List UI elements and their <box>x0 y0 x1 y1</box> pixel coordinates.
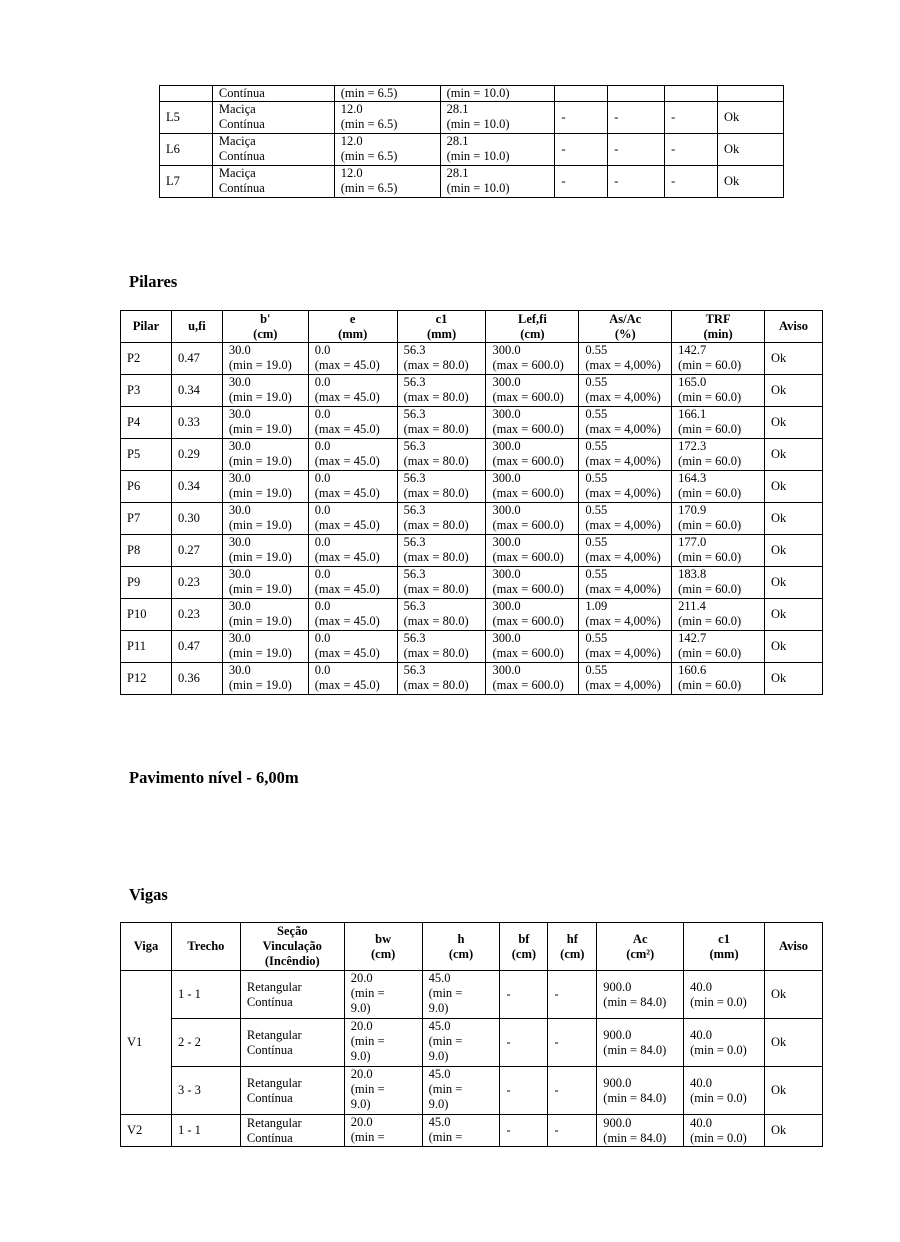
viga-bf: - <box>500 1115 548 1147</box>
table-row <box>121 375 823 407</box>
pilar-c1: 56.3 (max = 80.0) <box>397 343 486 375</box>
viga-bw: 20.0 (min = <box>344 1115 422 1147</box>
pilar-id: P11 <box>121 631 172 663</box>
col-header: Lef,fi (cm) <box>486 311 579 343</box>
laje-c: - <box>665 166 718 198</box>
viga-c1: 40.0 (min = 0.0) <box>684 971 765 1019</box>
laje-id <box>160 86 213 102</box>
table-row <box>121 439 823 471</box>
laje-h: 12.0 (min = 6.5) <box>334 102 440 134</box>
pilar-b: 30.0 (min = 19.0) <box>222 631 308 663</box>
pilar-lef: 300.0 (max = 600.0) <box>486 631 579 663</box>
viga-hf: - <box>548 1067 597 1115</box>
col-header: As/Ac (%) <box>579 311 672 343</box>
pilar-aviso: Ok <box>765 343 823 375</box>
col-header: Pilar <box>121 311 172 343</box>
laje-a: - <box>555 166 608 198</box>
col-header: e (mm) <box>308 311 397 343</box>
pilar-e: 0.0 (max = 45.0) <box>308 503 397 535</box>
pilar-lef: 300.0 (max = 600.0) <box>486 439 579 471</box>
table-row <box>121 343 823 375</box>
viga-c1: 40.0 (min = 0.0) <box>684 1115 765 1147</box>
pilar-trf: 164.3 (min = 60.0) <box>672 471 765 503</box>
col-header: c1 (mm) <box>684 923 765 971</box>
pilar-b: 30.0 (min = 19.0) <box>222 375 308 407</box>
pilar-e: 0.0 (max = 45.0) <box>308 343 397 375</box>
pilar-ufi: 0.33 <box>171 407 222 439</box>
pilar-ufi: 0.23 <box>171 567 222 599</box>
viga-bf: - <box>500 971 548 1019</box>
table-header-row <box>121 923 823 971</box>
laje-a: - <box>555 102 608 134</box>
laje-b: - <box>608 166 665 198</box>
pilar-c1: 56.3 (max = 80.0) <box>397 567 486 599</box>
pilar-b: 30.0 (min = 19.0) <box>222 503 308 535</box>
laje-c: - <box>665 134 718 166</box>
table-row <box>121 503 823 535</box>
table-row <box>121 971 823 1019</box>
pilar-aviso: Ok <box>765 567 823 599</box>
pilar-aviso: Ok <box>765 471 823 503</box>
pilar-id: P4 <box>121 407 172 439</box>
pilar-aviso: Ok <box>765 631 823 663</box>
pilar-id: P8 <box>121 535 172 567</box>
col-header: Trecho <box>171 923 240 971</box>
pilar-lef: 300.0 (max = 600.0) <box>486 567 579 599</box>
viga-bw: 20.0 (min = 9.0) <box>344 971 422 1019</box>
pilar-c1: 56.3 (max = 80.0) <box>397 535 486 567</box>
pilar-b: 30.0 (min = 19.0) <box>222 567 308 599</box>
laje-id: L7 <box>160 166 213 198</box>
laje-b: - <box>608 134 665 166</box>
col-header: bf (cm) <box>500 923 548 971</box>
pilar-lef: 300.0 (max = 600.0) <box>486 503 579 535</box>
pilar-ufi: 0.36 <box>171 663 222 695</box>
col-header: u,fi <box>171 311 222 343</box>
pilar-ufi: 0.23 <box>171 599 222 631</box>
pilar-ufi: 0.29 <box>171 439 222 471</box>
pilar-asac: 0.55 (max = 4,00%) <box>579 503 672 535</box>
viga-aviso: Ok <box>764 1067 822 1115</box>
pilar-c1: 56.3 (max = 80.0) <box>397 439 486 471</box>
viga-id: V1 <box>121 971 172 1115</box>
pilar-c1: 56.3 (max = 80.0) <box>397 375 486 407</box>
viga-secao: Retangular Contínua <box>240 1019 344 1067</box>
pilar-aviso: Ok <box>765 439 823 471</box>
table-row <box>121 407 823 439</box>
pilar-b: 30.0 (min = 19.0) <box>222 663 308 695</box>
pilar-ufi: 0.47 <box>171 343 222 375</box>
pilar-aviso: Ok <box>765 407 823 439</box>
table-row <box>160 166 784 198</box>
pilar-trf: 172.3 (min = 60.0) <box>672 439 765 471</box>
pilar-b: 30.0 (min = 19.0) <box>222 439 308 471</box>
pilar-e: 0.0 (max = 45.0) <box>308 567 397 599</box>
pilar-aviso: Ok <box>765 599 823 631</box>
table-row <box>160 86 784 102</box>
col-header: Aviso <box>764 923 822 971</box>
laje-c1: (min = 10.0) <box>440 86 555 102</box>
laje-h: 12.0 (min = 6.5) <box>334 166 440 198</box>
pilar-b: 30.0 (min = 19.0) <box>222 407 308 439</box>
pilares-table <box>120 310 823 695</box>
viga-secao: Retangular Contínua <box>240 1115 344 1147</box>
table-row <box>121 535 823 567</box>
pilar-trf: 183.8 (min = 60.0) <box>672 567 765 599</box>
viga-aviso: Ok <box>764 1019 822 1067</box>
pilar-ufi: 0.47 <box>171 631 222 663</box>
viga-hf: - <box>548 971 597 1019</box>
viga-aviso: Ok <box>764 971 822 1019</box>
pilar-trf: 160.6 (min = 60.0) <box>672 663 765 695</box>
pilar-c1: 56.3 (max = 80.0) <box>397 631 486 663</box>
viga-h: 45.0 (min = 9.0) <box>422 971 500 1019</box>
viga-c1: 40.0 (min = 0.0) <box>684 1067 765 1115</box>
col-header: b' (cm) <box>222 311 308 343</box>
pilar-trf: 177.0 (min = 60.0) <box>672 535 765 567</box>
viga-ac: 900.0 (min = 84.0) <box>597 1067 684 1115</box>
pilar-e: 0.0 (max = 45.0) <box>308 663 397 695</box>
pilar-asac: 0.55 (max = 4,00%) <box>579 567 672 599</box>
laje-c1: 28.1 (min = 10.0) <box>440 166 555 198</box>
laje-a <box>555 86 608 102</box>
laje-a: - <box>555 134 608 166</box>
laje-aviso: Ok <box>718 166 784 198</box>
pilar-b: 30.0 (min = 19.0) <box>222 599 308 631</box>
col-header: TRF (min) <box>672 311 765 343</box>
col-header: c1 (mm) <box>397 311 486 343</box>
pilar-asac: 1.09 (max = 4,00%) <box>579 599 672 631</box>
viga-ac: 900.0 (min = 84.0) <box>597 1115 684 1147</box>
table-row <box>121 567 823 599</box>
laje-tipo: Contínua <box>212 86 334 102</box>
laje-aviso: Ok <box>718 102 784 134</box>
table-row <box>121 663 823 695</box>
laje-aviso: Ok <box>718 134 784 166</box>
col-header: Seção Vinculação (Incêndio) <box>240 923 344 971</box>
pilar-ufi: 0.34 <box>171 471 222 503</box>
col-header: Ac (cm²) <box>597 923 684 971</box>
table-row <box>160 134 784 166</box>
col-header: Viga <box>121 923 172 971</box>
viga-h: 45.0 (min = 9.0) <box>422 1067 500 1115</box>
viga-bw: 20.0 (min = 9.0) <box>344 1019 422 1067</box>
pilar-asac: 0.55 (max = 4,00%) <box>579 439 672 471</box>
pilar-e: 0.0 (max = 45.0) <box>308 535 397 567</box>
table-row <box>121 1019 823 1067</box>
pilar-id: P5 <box>121 439 172 471</box>
pilar-e: 0.0 (max = 45.0) <box>308 599 397 631</box>
col-header: h (cm) <box>422 923 500 971</box>
viga-ac: 900.0 (min = 84.0) <box>597 971 684 1019</box>
pilar-lef: 300.0 (max = 600.0) <box>486 407 579 439</box>
pilar-lef: 300.0 (max = 600.0) <box>486 535 579 567</box>
viga-bw: 20.0 (min = 9.0) <box>344 1067 422 1115</box>
col-header: hf (cm) <box>548 923 597 971</box>
pilar-e: 0.0 (max = 45.0) <box>308 375 397 407</box>
pilar-trf: 211.4 (min = 60.0) <box>672 599 765 631</box>
table-row <box>160 102 784 134</box>
vigas-heading: Vigas <box>129 885 168 904</box>
viga-ac: 900.0 (min = 84.0) <box>597 1019 684 1067</box>
pilar-asac: 0.55 (max = 4,00%) <box>579 343 672 375</box>
pilar-e: 0.0 (max = 45.0) <box>308 631 397 663</box>
pavimento-heading: Pavimento nível - 6,00m <box>129 768 299 787</box>
laje-tipo: Maciça Contínua <box>212 166 334 198</box>
viga-trecho: 2 - 2 <box>171 1019 240 1067</box>
pilar-asac: 0.55 (max = 4,00%) <box>579 471 672 503</box>
pilar-id: P6 <box>121 471 172 503</box>
pilar-b: 30.0 (min = 19.0) <box>222 471 308 503</box>
laje-c1: 28.1 (min = 10.0) <box>440 102 555 134</box>
laje-c1: 28.1 (min = 10.0) <box>440 134 555 166</box>
pilar-lef: 300.0 (max = 600.0) <box>486 343 579 375</box>
pilar-asac: 0.55 (max = 4,00%) <box>579 375 672 407</box>
pilar-c1: 56.3 (max = 80.0) <box>397 503 486 535</box>
table-row <box>121 631 823 663</box>
col-header: bw (cm) <box>344 923 422 971</box>
table-header-row <box>121 311 823 343</box>
pilar-lef: 300.0 (max = 600.0) <box>486 599 579 631</box>
viga-secao: Retangular Contínua <box>240 971 344 1019</box>
pilar-id: P9 <box>121 567 172 599</box>
laje-aviso <box>718 86 784 102</box>
pilar-e: 0.0 (max = 45.0) <box>308 439 397 471</box>
pilar-b: 30.0 (min = 19.0) <box>222 343 308 375</box>
pilar-asac: 0.55 (max = 4,00%) <box>579 631 672 663</box>
lajes-table <box>159 85 784 198</box>
laje-tipo: Maciça Contínua <box>212 134 334 166</box>
pilar-e: 0.0 (max = 45.0) <box>308 407 397 439</box>
pilar-trf: 165.0 (min = 60.0) <box>672 375 765 407</box>
pilar-id: P2 <box>121 343 172 375</box>
viga-id: V2 <box>121 1115 172 1147</box>
pilar-trf: 142.7 (min = 60.0) <box>672 631 765 663</box>
pilar-id: P10 <box>121 599 172 631</box>
laje-c: - <box>665 102 718 134</box>
laje-b: - <box>608 102 665 134</box>
viga-bf: - <box>500 1019 548 1067</box>
pilar-trf: 142.7 (min = 60.0) <box>672 343 765 375</box>
pilar-b: 30.0 (min = 19.0) <box>222 535 308 567</box>
laje-id: L6 <box>160 134 213 166</box>
viga-trecho: 1 - 1 <box>171 1115 240 1147</box>
pilar-trf: 166.1 (min = 60.0) <box>672 407 765 439</box>
pilar-c1: 56.3 (max = 80.0) <box>397 471 486 503</box>
pilar-id: P7 <box>121 503 172 535</box>
laje-id: L5 <box>160 102 213 134</box>
viga-trecho: 3 - 3 <box>171 1067 240 1115</box>
viga-bf: - <box>500 1067 548 1115</box>
vigas-table <box>120 922 823 1147</box>
pilar-ufi: 0.34 <box>171 375 222 407</box>
pilar-asac: 0.55 (max = 4,00%) <box>579 535 672 567</box>
pilares-heading: Pilares <box>129 272 178 291</box>
pilar-id: P3 <box>121 375 172 407</box>
laje-h: (min = 6.5) <box>334 86 440 102</box>
laje-c <box>665 86 718 102</box>
viga-hf: - <box>548 1019 597 1067</box>
pilar-aviso: Ok <box>765 535 823 567</box>
pilar-ufi: 0.30 <box>171 503 222 535</box>
pilar-aviso: Ok <box>765 503 823 535</box>
pilar-id: P12 <box>121 663 172 695</box>
pilares-body <box>121 343 823 695</box>
viga-secao: Retangular Contínua <box>240 1067 344 1115</box>
pilar-c1: 56.3 (max = 80.0) <box>397 599 486 631</box>
viga-c1: 40.0 (min = 0.0) <box>684 1019 765 1067</box>
pilar-trf: 170.9 (min = 60.0) <box>672 503 765 535</box>
table-row <box>121 1067 823 1115</box>
pilar-asac: 0.55 (max = 4,00%) <box>579 663 672 695</box>
laje-h: 12.0 (min = 6.5) <box>334 134 440 166</box>
viga-hf: - <box>548 1115 597 1147</box>
laje-b <box>608 86 665 102</box>
pilar-lef: 300.0 (max = 600.0) <box>486 471 579 503</box>
pilar-ufi: 0.27 <box>171 535 222 567</box>
laje-tipo: Maciça Contínua <box>212 102 334 134</box>
viga-h: 45.0 (min = <box>422 1115 500 1147</box>
viga-aviso: Ok <box>764 1115 822 1147</box>
col-header: Aviso <box>765 311 823 343</box>
pilar-asac: 0.55 (max = 4,00%) <box>579 407 672 439</box>
pilar-e: 0.0 (max = 45.0) <box>308 471 397 503</box>
pilar-aviso: Ok <box>765 375 823 407</box>
pilar-lef: 300.0 (max = 600.0) <box>486 375 579 407</box>
table-row <box>121 1115 823 1147</box>
table-row <box>121 471 823 503</box>
viga-trecho: 1 - 1 <box>171 971 240 1019</box>
pilar-c1: 56.3 (max = 80.0) <box>397 407 486 439</box>
pilar-lef: 300.0 (max = 600.0) <box>486 663 579 695</box>
viga-h: 45.0 (min = 9.0) <box>422 1019 500 1067</box>
pilar-aviso: Ok <box>765 663 823 695</box>
table-row <box>121 599 823 631</box>
pilar-c1: 56.3 (max = 80.0) <box>397 663 486 695</box>
